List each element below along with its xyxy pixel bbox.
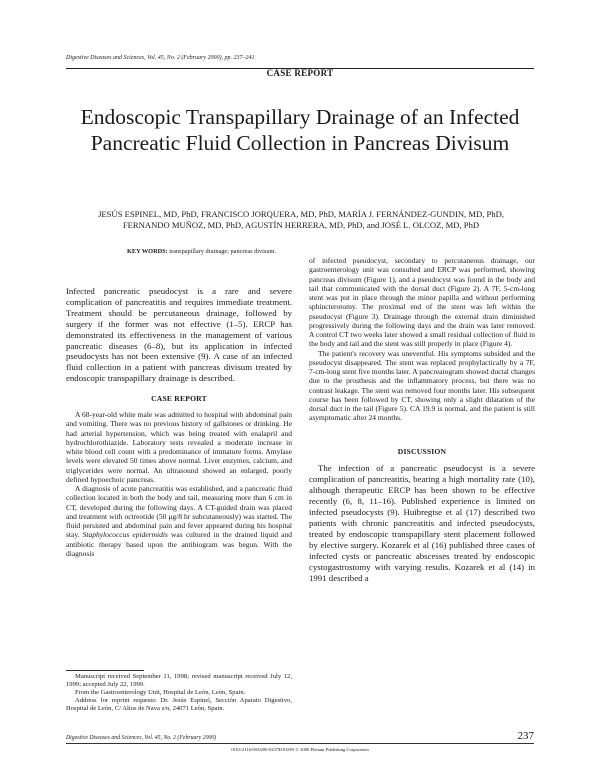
case-paragraph-2 xyxy=(66,484,292,558)
footnote-affiliation: From the Gastroenterology Unit, Hospital de León, León, Spain. xyxy=(75,689,246,697)
right-column xyxy=(309,256,535,584)
recovery-paragraph: The patient's recovery was uneventful. His symptoms subsided and the pseudocyst disappeared. The stent was replaced prophylactically by a 7F, 7-cm-long stent five months later. A pancreatogram showed ductal changes due to the prosthesis and the inflammatory process, but there was no contrast leakage. The stent was removed four months later. His subsequent course has been followed by CT, showing only a slight dilatation of the dorsal duct in the tail (Figure 5). CA 19.9 is normal, and the patient is still asymptomatic after 24 months. xyxy=(309,348,535,423)
case-continuation: of infected pseudocyst, secondary to percutaneous drainage, our gastroenterology unit was consulted and ERCP was performed, showing pancreas divisum (Figure 1), and a pseudocyst was found in the body and tail that communicated with the dorsal duct (Figure 2). A 7F, 5-cm-long stent was put in place through the minor papilla and without performing sphincterotomy. The proximal end of the stent was left within the pseudocyst (Figure 3). Drainage through the external drain diminished progressively during the following days and the drain was later removed. A control CT two weeks later showed a small residual collection of fluid in the body and tail and the stent was still properly in place (Figure 4). xyxy=(309,256,535,349)
author-list: JESÚS ESPINEL, MD, PhD, FRANCISCO JORQUERA, MD, PhD, MARÍA J. FERNÁNDEZ-GUNDIN, MD, PhD, FERNANDO MUÑOZ, MD, PhD, AGUSTÍN HERRERA, MD, PhD, and JOSÉ L. OLCOZ, MD, PhD xyxy=(98,209,504,231)
organism-name: Staphylococcus epidermidis xyxy=(82,530,168,540)
footer-rule xyxy=(66,743,534,744)
case-paragraph-1: A 68-year-old white male was admitted to hospital with abdominal pain and vomiting. There was no previous history of gallstones or drinking. He had arterial hypertension, which was being treated with enalapril and hydrochlorothiazide. Laboratory tests revealed a moderate increase in white blood cell count with a predominance of immature forms. Amylase levels were elevated 50 times above normal. Liver enzymes, calcium, and triglycerides were normal. An ultrasound showed an enlarged, poorly defined hypoechoic pancreas. xyxy=(66,410,292,484)
footnote-rule xyxy=(66,670,144,671)
case-paragraph-2-b: was cultured in the drained liquid and antibiotic therapy based upon the antibiogram was begun. With the diagnosis xyxy=(66,530,292,558)
article-title: Endoscopic Transpapillary Drainage of an Infected Pancreatic Fluid Collection in Pancreas Divisum xyxy=(80,105,520,155)
discussion-paragraph-1: The infection of a pancreatic pseudocyst is a severe complication of pancreatitis, bearing a high mortality rate (10), although therapeutic ERCP has been shown to be effective recently (6, 8, 11–16). Published experience is limited on infected pseudocysts (9). Huibregtse et al (17) described two patients with chronic pancreatitis and infected pseudocysts, treated by endoscopic transpapillary stent placement followed by elective surgery. Kozarek et al (16) published three cases of infected cysts or pancreatic abscesses treated by endoscopic cystogastrostomy with varying results. Kozarek et al (14) in 1991 described a xyxy=(309,462,535,583)
discussion-heading: DISCUSSION xyxy=(397,446,447,456)
case-paragraph-2-a: A diagnosis of acute pancreatitis was established, and a pancreatic fluid collection located in both the body and tail, measuring more than 6 cm in CT, developed during the following days. A CT-guided drain was placed and treatment with octreotide (50 μg/8 hr subcutaneously) was started. The fluid persisted and abdominal pain and fever appeared during his hospital stay. xyxy=(66,484,292,540)
footnote-address: Address for reprint requests: Dr. Jesús Espinel, Sección Aparato Digestivo, Hospital de León, C/ Altos de Nava s/n, 24071 León, Spain. xyxy=(66,697,292,713)
keywords xyxy=(127,248,276,255)
case-report-heading: CASE REPORT xyxy=(151,394,207,404)
section-tag: CASE REPORT xyxy=(266,68,334,78)
keywords-text: transpapillary drainage; pancreas divisum. xyxy=(167,248,276,255)
intro-paragraph: Infected pancreatic pseudocyst is a rare and severe complication of pancreatitis and requires immediate treatment. Treatment should be percutaneous drainage, followed by surgery if the former was not effective (1–5). ERCP has demonstrated its effectiveness in the management of various pancreatic diseases (6–8), but its application in infected pseudocysts has not been extensive (9). A case of an infected fluid collection in a patient with pancreas divisum treated by endoscopic transpapillary drainage is described. xyxy=(66,286,292,384)
page-number: 237 xyxy=(517,730,534,742)
journal-header: Digestive Diseases and Sciences, Vol. 45, No. 2 (February 2000), pp. 237–241 xyxy=(66,55,255,61)
left-column xyxy=(66,256,292,558)
footnote-received: Manuscript received September 11, 1998; revised manuscript received July 12, 1999; accepted July 22, 1999. xyxy=(66,673,292,689)
footer-journal: Digestive Diseases and Sciences, Vol. 45, No. 2 (February 2000) xyxy=(66,735,217,741)
footnotes xyxy=(66,673,292,713)
copyright-line: 0163-2116/00/0200-0237$18.00/0 © 2000 Plenum Publishing Corporation xyxy=(231,747,369,752)
keywords-label: KEY WORDS: xyxy=(127,248,168,255)
